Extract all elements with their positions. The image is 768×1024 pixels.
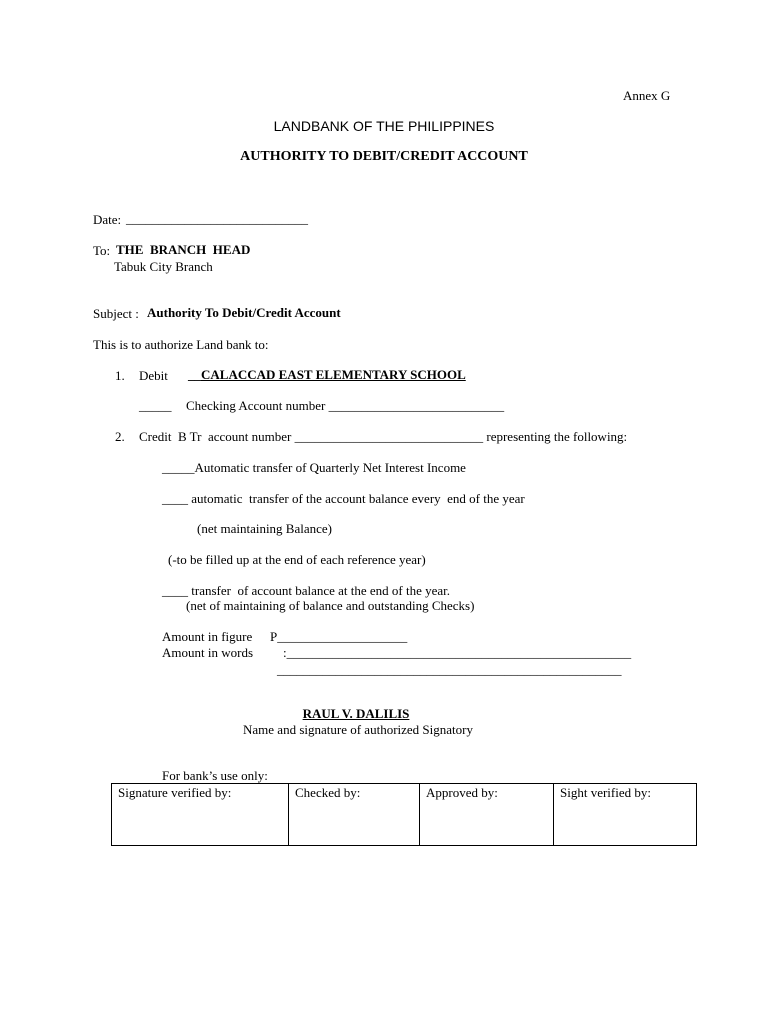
signatory-caption: Name and signature of authorized Signatory [243, 722, 473, 737]
item1-number: 1. [115, 368, 125, 383]
bank-use-table [111, 783, 697, 846]
item2-option2-note: (net maintaining Balance) [197, 521, 333, 536]
item2-number: 2. [115, 429, 125, 444]
to-branch: Tabuk City Branch [114, 259, 213, 274]
to-addressee: THE BRANCH HEAD [116, 242, 251, 257]
bank-use-row [112, 784, 697, 846]
amount-words-label: Amount in words [162, 645, 253, 660]
to-label: To: [93, 243, 111, 258]
item2-fill-note: (-to be filled up at the end of each reference year) [168, 552, 426, 567]
checked-by-cell: Checked by: [289, 784, 420, 846]
item1-debit-label: Debit [139, 368, 168, 383]
annex-label: Annex G [623, 88, 671, 103]
item2-credit-line: Credit B Tr account number _____________________________ representing the following: [139, 429, 628, 444]
date-label: Date: [93, 212, 122, 227]
item2-option2: ____ automatic transfer of the account balance every end of the year [162, 491, 525, 506]
subject-label: Subject : [93, 306, 139, 321]
item1-checkbox-blank: _____ [139, 398, 172, 413]
bank-use-label: For bank’s use only: [162, 768, 268, 783]
approved-by-cell: Approved by: [420, 784, 554, 846]
amount-figure-field: P____________________ [270, 629, 408, 644]
sight-verified-cell: Sight verified by: [554, 784, 697, 846]
item1-account-name: __CALACCAD EAST ELEMENTARY SCHOOL [188, 367, 466, 382]
item1-account-line: Checking Account number ___________________________ [186, 398, 505, 413]
form-title: AUTHORITY TO DEBIT/CREDIT ACCOUNT [240, 149, 528, 164]
amount-words-field-2: _____________________________________________________ [277, 662, 622, 677]
amount-words-field: :_____________________________________________________ [283, 645, 632, 660]
intro-text: This is to authorize Land bank to: [93, 337, 269, 352]
signatory-name: RAUL V. DALILIS [302, 706, 410, 721]
item2-option3: ____ transfer of account balance at the end of the year. [162, 583, 451, 598]
signature-verified-cell: Signature verified by: [112, 784, 289, 846]
amount-figure-label: Amount in figure [162, 629, 253, 644]
item2-option3-note: (net of maintaining of balance and outstanding Checks) [186, 598, 475, 613]
item2-option1: _____Automatic transfer of Quarterly Net Interest Income [162, 460, 466, 475]
subject-text: Authority To Debit/Credit Account [147, 305, 341, 320]
date-field: ____________________________ [126, 211, 308, 226]
bank-name: LANDBANK OF THE PHILIPPINES [273, 118, 495, 134]
